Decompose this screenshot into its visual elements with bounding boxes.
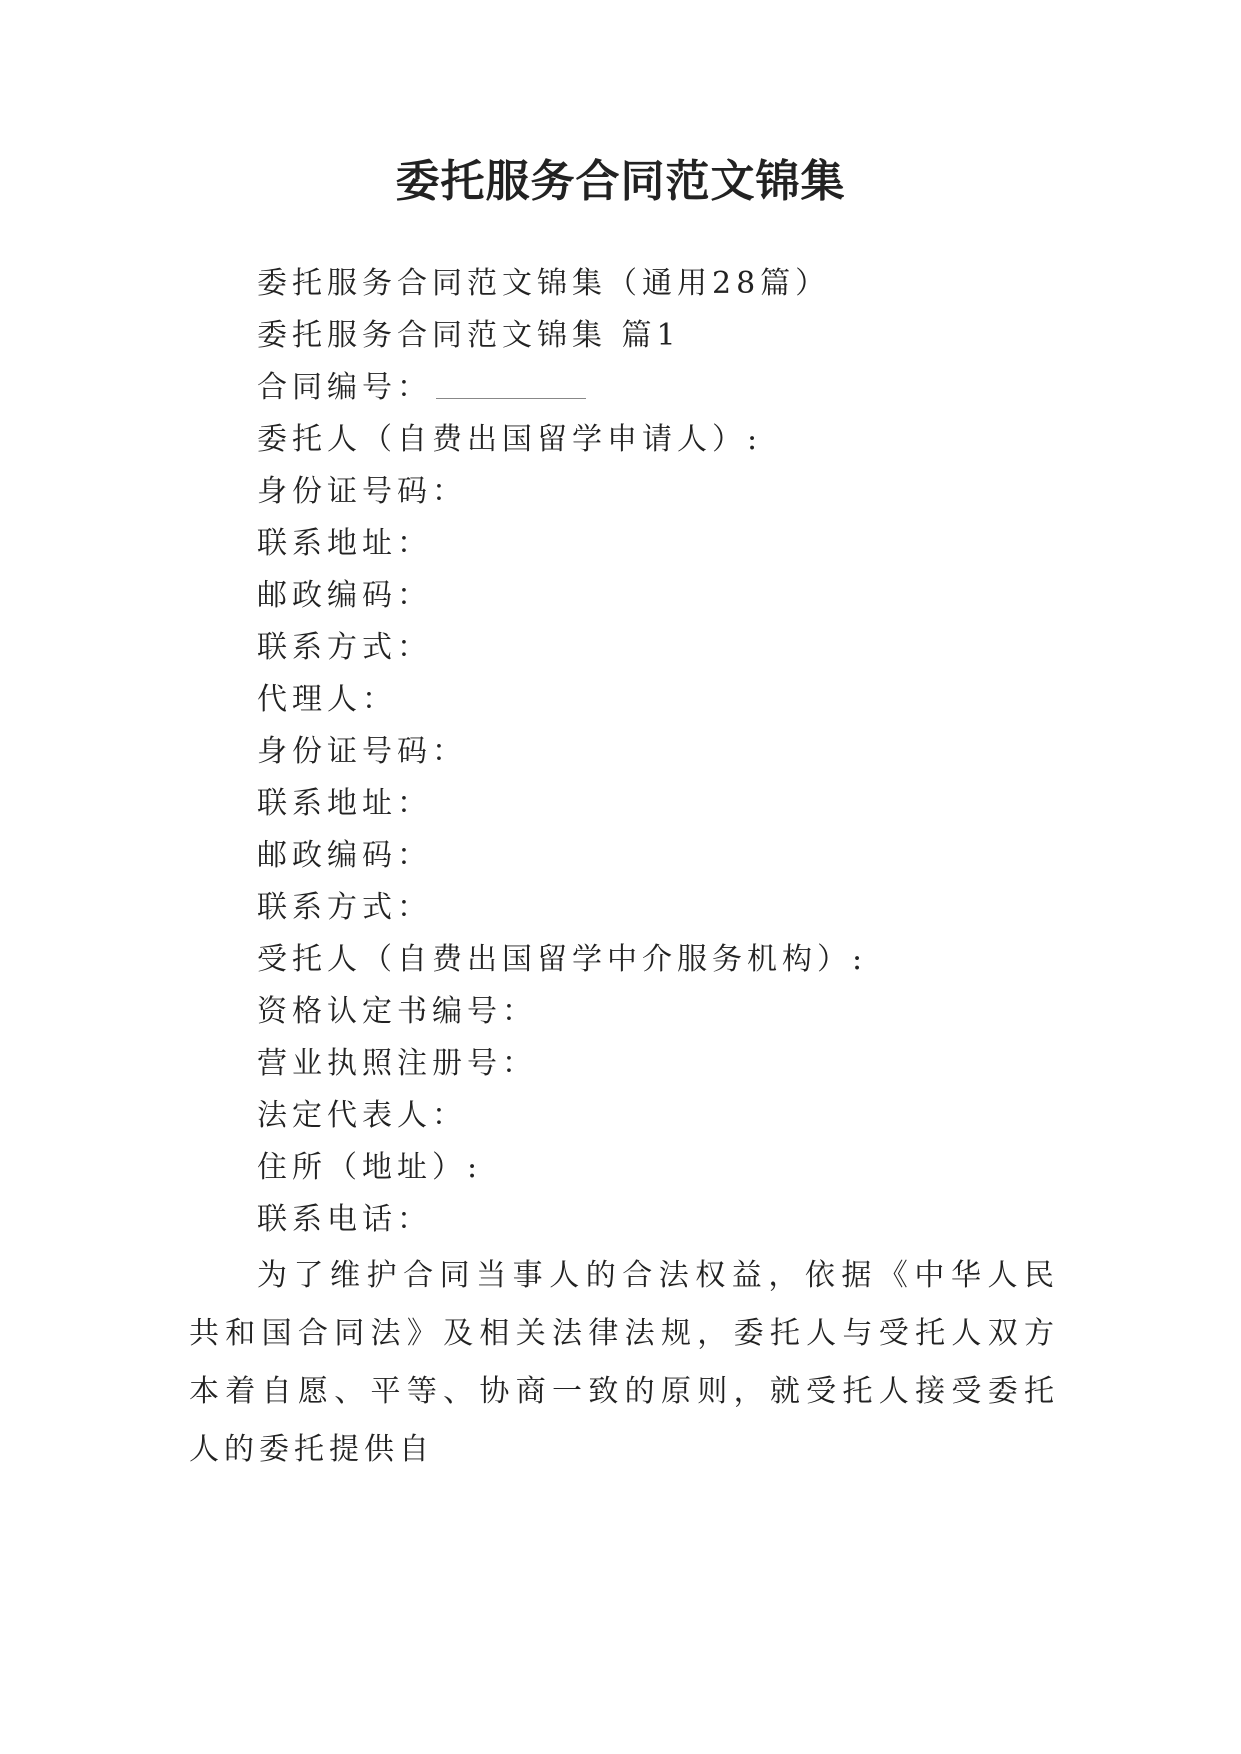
contract-number-row [257,368,586,408]
field-client-address: 联系地址： [257,526,432,561]
contract-number-blank [436,368,586,399]
field-agent: 代理人： [257,682,397,717]
field-agent-id-number: 身份证号码： [257,734,467,769]
field-trustee-legal-representative: 法定代表人： [257,1098,467,1133]
document-subtitle: 委托服务合同范文锦集（通用28篇） [257,266,831,301]
contract-number-label: 合同编号： [257,370,432,405]
field-client: 委托人（自费出国留学申请人）: [257,422,763,457]
preamble-paragraph: 为了维护合同当事人的合法权益，依据《中华人民共和国合同法》及相关法律法规，委托人与受托人双方本着自愿、平等、协商一致的原则，就受托人接受委托人的委托提供自 [189,1258,1059,1467]
section-heading: 委托服务合同范文锦集 篇1 [257,318,681,353]
field-trustee-domicile: 住所（地址）: [257,1150,483,1185]
field-trustee-license-number: 营业执照注册号： [257,1046,537,1081]
field-trustee-phone: 联系电话： [257,1202,432,1237]
field-trustee-certificate-number: 资格认定书编号： [257,994,537,1029]
field-trustee: 受托人（自费出国留学中介服务机构）: [257,942,868,977]
document-title: 委托服务合同范文锦集 [395,156,846,207]
field-client-postcode: 邮政编码： [257,578,432,613]
field-client-contact: 联系方式： [257,630,432,665]
field-agent-postcode: 邮政编码： [257,838,432,873]
field-agent-address: 联系地址： [257,786,432,821]
field-agent-contact: 联系方式： [257,890,432,925]
field-client-id-number: 身份证号码： [257,474,467,509]
